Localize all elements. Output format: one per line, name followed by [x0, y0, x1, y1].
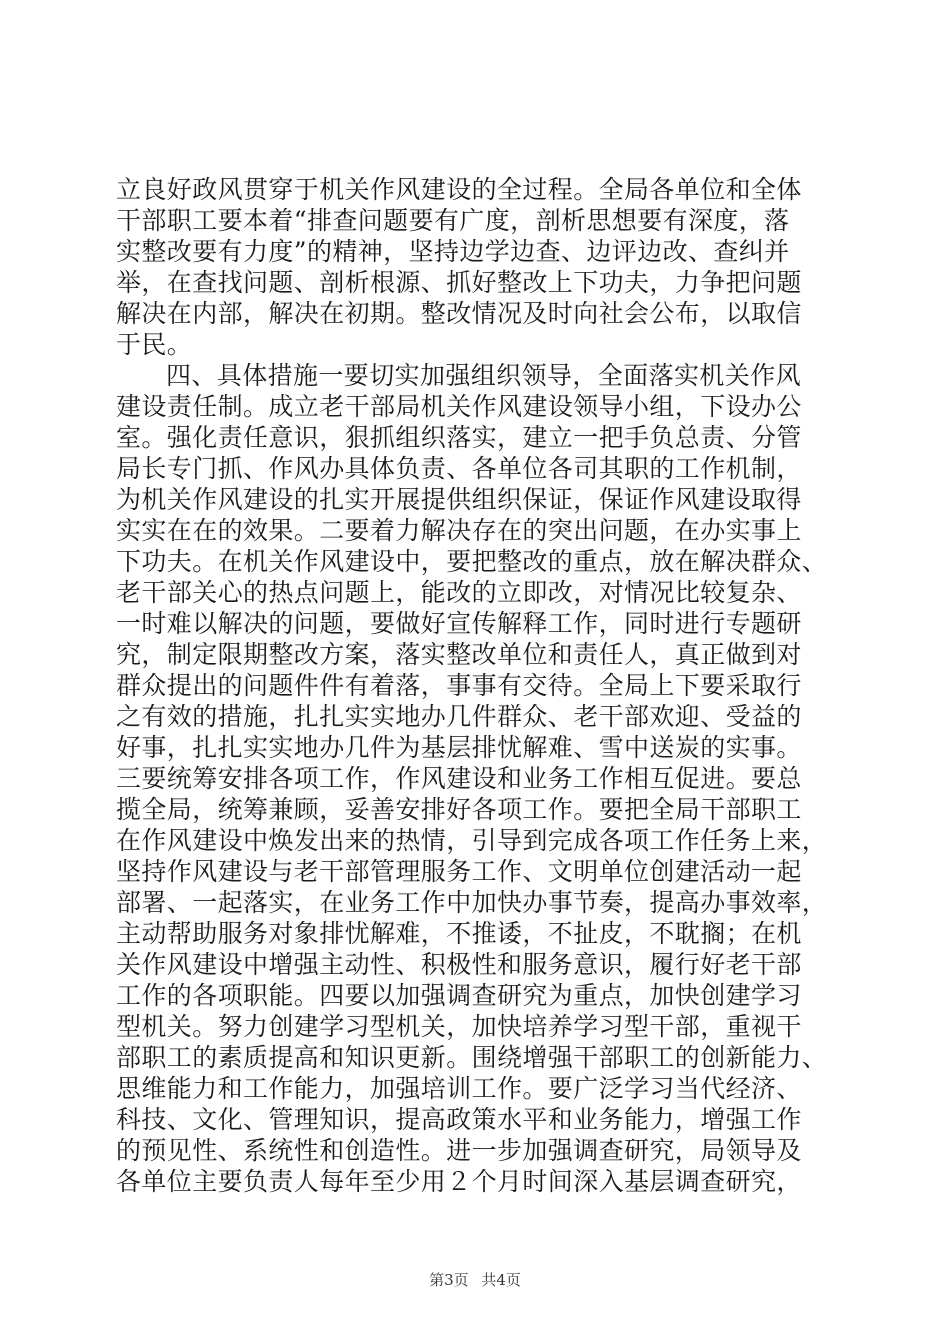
text-line: 思维能力和工作能力，加强培训工作。要广泛学习当代经济、 [116, 1074, 802, 1103]
text-line: 群众提出的问题件件有着落，事事有交待。全局上下要采取行 [116, 671, 802, 700]
text-line: 好事，扎扎实实地办几件为基层排忧解难、雪中送炭的实事。 [116, 733, 802, 762]
text-line: 建设责任制。成立老干部局机关作风建设领导小组，下设办公 [116, 392, 802, 421]
text-line: 四、具体措施一要切实加强组织领导，全面落实机关作风 [166, 361, 802, 390]
text-line: 各单位主要负责人每年至少用２个月时间深入基层调查研究， [116, 1167, 802, 1196]
total-pages: 共4页 [481, 1271, 521, 1289]
text-line: 三要统筹安排各项工作，作风建设和业务工作相互促进。要总 [116, 764, 802, 793]
text-line: 立良好政风贯穿于机关作风建设的全过程。全局各单位和全体 [116, 175, 802, 204]
text-line: 一时难以解决的问题，要做好宣传解释工作，同时进行专题研 [116, 609, 802, 638]
text-line: 揽全局，统筹兼顾，妥善安排好各项工作。要把全局干部职工 [116, 795, 802, 824]
text-line: 老干部关心的热点问题上，能改的立即改，对情况比较复杂、 [116, 578, 802, 607]
text-line: 工作的各项职能。四要以加强调查研究为重点，加快创建学习 [116, 981, 802, 1010]
text-line: 部职工的素质提高和知识更新。围绕增强干部职工的创新能力、 [116, 1043, 828, 1072]
text-line: 关作风建设中增强主动性、积极性和服务意识，履行好老干部 [116, 950, 802, 979]
text-line: 局长专门抓、作风办具体负责、各单位各司其职的工作机制， [116, 454, 802, 483]
text-line: 主动帮助服务对象排忧解难，不推诿，不扯皮，不耽搁；在机 [116, 919, 802, 948]
text-line: 型机关。努力创建学习型机关，加快培养学习型干部，重视干 [116, 1012, 802, 1041]
paragraph-1 [116, 174, 830, 360]
page-number: 第3页 [429, 1271, 469, 1289]
text-line: 下功夫。在机关作风建设中，要把整改的重点，放在解决群众、 [116, 547, 828, 576]
text-line: 实实在在的效果。二要着力解决存在的突出问题，在办实事上 [116, 516, 802, 545]
paragraph-2 [116, 360, 830, 1197]
text-line: 为机关作风建设的扎实开展提供组织保证，保证作风建设取得 [116, 485, 802, 514]
text-line: 坚持作风建设与老干部管理服务工作、文明单位创建活动一起 [116, 857, 802, 886]
text-line: 于民。 [116, 330, 193, 359]
text-line: 举，在查找问题、剖析根源、抓好整改上下功夫，力争把问题 [116, 268, 802, 297]
text-line: 干部职工要本着“排查问题要有广度，剖析思想要有深度，落 [116, 206, 790, 235]
text-line: 部署、一起落实，在业务工作中加快办事节奏，提高办事效率， [116, 888, 828, 917]
text-line: 究，制定限期整改方案，落实整改单位和责任人，真正做到对 [116, 640, 802, 669]
page-footer [0, 1270, 950, 1290]
text-line: 之有效的措施，扎扎实实地办几件群众、老干部欢迎、受益的 [116, 702, 802, 731]
text-line: 解决在内部，解决在初期。整改情况及时向社会公布，以取信 [116, 299, 802, 328]
document-body [116, 174, 830, 1197]
text-line: 实整改要有力度”的精神，坚持边学边查、边评边改、查纠并 [116, 237, 790, 266]
text-line: 科技、文化、管理知识，提高政策水平和业务能力，增强工作 [116, 1105, 802, 1134]
text-line: 在作风建设中焕发出来的热情，引导到完成各项工作任务上来， [116, 826, 828, 855]
text-line: 的预见性、系统性和创造性。进一步加强调查研究，局领导及 [116, 1136, 802, 1165]
text-line: 室。强化责任意识，狠抓组织落实，建立一把手负总责、分管 [116, 423, 802, 452]
